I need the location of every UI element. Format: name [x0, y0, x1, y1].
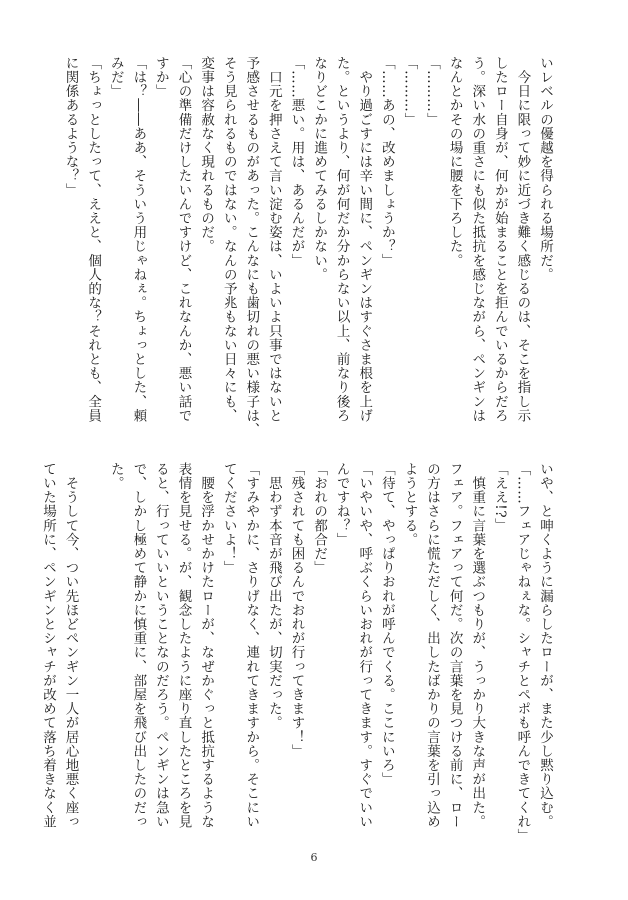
text-line: に関係あるような？」 — [62, 56, 79, 197]
text-line: た。というより、何が何だか分からない以上、前なり後ろ — [333, 56, 350, 423]
text-line: 「………」 — [424, 56, 441, 127]
text-line: 「心の準備だけしたいんですけど、これなんか、悪い話で — [175, 56, 192, 423]
text-line: 「は？――ああ、そういう用じゃねぇ。ちょっとした、頼 — [130, 56, 147, 423]
text-line: なりどこかに進めてみるしかない。 — [311, 56, 328, 282]
text-line: みだ」 — [107, 56, 124, 99]
text-line: 「ええ!?」 — [491, 462, 508, 533]
text-line: 「ちょっとしたって、ええと、個人的な？それとも、全員 — [85, 56, 102, 423]
text-block-bottom — [36, 462, 556, 847]
text-line: た。 — [107, 462, 124, 491]
text-line: 「……フェアじゃねぇな。シャチとペポも呼んできてくれ」 — [514, 462, 531, 843]
text-line: 今日に限って妙に近づき難く感じるのは、そこを指し示 — [514, 56, 531, 423]
text-line: 「いやいや、呼ぶくらいおれが行ってきます。すぐでいい — [356, 462, 373, 829]
text-line: 変事は容赦なく現れるものだ。 — [198, 56, 215, 254]
text-line: 慎重に言葉を選ぶつもりが、うっかり大きな声が出た。 — [469, 462, 486, 829]
text-line: 「おれの都合だ」 — [311, 462, 328, 575]
text-line: ると、行っていいということなのだろう。ペンギンは急い — [152, 462, 169, 829]
text-line: いレベルの優越を得られる場所だ。 — [537, 56, 553, 282]
text-line: で、しかし極めて静かに慎重に、部屋を飛び出したのだっ — [130, 462, 147, 829]
text-line: すか」 — [152, 56, 169, 99]
text-line: 「………」 — [401, 56, 418, 127]
text-line: 「……あの、改めましょうか？」 — [378, 56, 395, 268]
text-line: そうして今、つい先ほどペンギン一人が居心地悪く座っ — [62, 462, 79, 829]
text-line: 口元を押さえて言い淀む姿は、いよいよ只事ではないと — [265, 56, 282, 423]
text-line: したロー自身が、何かが始まることを拒んでいるからだろ — [491, 56, 508, 423]
text-line: てくださいよ！」 — [220, 462, 237, 575]
page-number: 6 — [310, 851, 318, 864]
text-line: やり過ごすには辛い間に、ペンギンはすぐさま根を上げ — [356, 56, 373, 423]
text-line: ようとする。 — [401, 462, 418, 547]
text-line: ていた場所に、ペンギンとシャチが改めて落ち着きなく並 — [39, 462, 56, 829]
text-line: 「……悪い。用は、あるんだが」 — [288, 56, 305, 268]
text-line: う。深い水の重さにも似た抵抗を感じながら、ペンギンは — [469, 56, 486, 423]
text-line: 腰を浮かせかけたローが、なぜかぐっと抵抗するような — [198, 462, 215, 829]
text-line: 予感させるものがあった。こんなにも歯切れの悪い様子は、 — [243, 56, 260, 437]
text-line: 思わず本音が飛び出たが、切実だった。 — [265, 462, 282, 730]
text-line — [82, 462, 105, 847]
text-line: なんとかその場に腰を下ろした。 — [446, 56, 463, 268]
text-line: んですね？」 — [333, 462, 350, 547]
text-line: の方はさらに慌ただしく、出したばかりの言葉を引っ込め — [424, 462, 441, 829]
text-block-top — [59, 56, 556, 441]
text-line: 「すみやかに、さりげなく、連れてきますから。そこにい — [243, 462, 260, 829]
text-line: 表情を見せる。が、観念したように座り直したところを見 — [175, 462, 192, 829]
text-line: いや、と呻くように漏らしたローが、また少し黙り込む。 — [537, 462, 553, 829]
text-line: フェア。フェアって何だ。次の言葉を見つける前に、ロー — [446, 462, 463, 829]
text-line: 「残されても困るんでおれが行ってきます！」 — [288, 462, 305, 759]
text-line: 「待て、やっぱりおれが呼んでくる。ここにいろ」 — [378, 462, 395, 787]
text-line: そう見られるものではない。なんの予兆もない日々にも、 — [220, 56, 237, 423]
